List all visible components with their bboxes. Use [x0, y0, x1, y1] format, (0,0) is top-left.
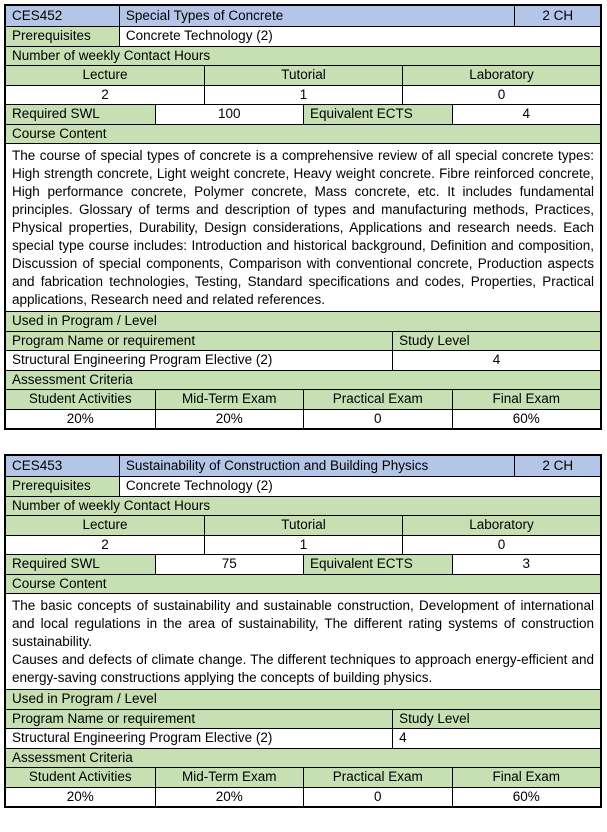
tutorial-value: 1	[204, 86, 402, 105]
tutorial-label: Tutorial	[204, 516, 402, 535]
laboratory-label: Laboratory	[402, 66, 600, 85]
course-table-ces453	[4, 454, 602, 808]
course-code: CES452	[6, 6, 119, 26]
course-table-ces452	[4, 4, 602, 430]
contact-hours-values-row	[6, 535, 600, 555]
final-exam-value: 60%	[452, 410, 601, 429]
contact-hours-values-row	[6, 85, 600, 105]
laboratory-label: Laboratory	[402, 516, 600, 535]
required-swl-label: Required SWL	[6, 555, 155, 574]
course-code: CES453	[6, 456, 119, 476]
student-activities-value: 20%	[66, 788, 94, 804]
course-content-header-row	[6, 574, 600, 594]
course-header-row	[6, 6, 600, 26]
course-content-row	[6, 143, 600, 311]
course-content-paragraph: Causes and defects of climate change. The different techniques to approach energy-efficient and energy-saving constructions applying the concepts of building physics.	[12, 652, 594, 685]
credit-hours: 2 CH	[514, 456, 600, 476]
course-content-text	[6, 594, 600, 689]
study-level-value: 4	[392, 729, 600, 748]
equivalent-ects-value: 3	[452, 555, 601, 574]
contact-hours-labels-row	[6, 65, 600, 85]
course-content-header-row	[6, 124, 600, 144]
program-values-row	[6, 728, 600, 748]
contact-hours-header-row	[6, 46, 600, 66]
student-activities-value: 20%	[66, 410, 94, 426]
used-in-program-header: Used in Program / Level	[6, 690, 600, 709]
course-content-paragraph: The basic concepts of sustainability and sustainable construction, Development of international and local regulations in the area of sustainability, The different rating systems of construction sustainability.	[12, 598, 594, 649]
program-labels-row	[6, 709, 600, 729]
assessment-labels-row	[6, 767, 600, 787]
contact-hours-header: Number of weekly Contact Hours	[6, 47, 600, 66]
credit-hours: 2 CH	[514, 6, 600, 26]
program-name-value: Structural Engineering Program Elective (2)	[12, 730, 273, 745]
tutorial-label: Tutorial	[204, 66, 402, 85]
swl-ects-row	[6, 554, 600, 574]
assessment-criteria-header: Assessment Criteria	[6, 749, 600, 768]
used-in-program-row	[6, 311, 600, 331]
used-in-program-row	[6, 689, 600, 709]
final-exam-label: Final Exam	[452, 768, 601, 787]
assessment-header-row	[6, 370, 600, 390]
course-content-header: Course Content	[6, 575, 600, 594]
course-content-row	[6, 593, 600, 689]
prerequisites-label: Prerequisites	[6, 27, 119, 46]
program-labels-row	[6, 331, 600, 351]
course-content-header: Course Content	[6, 125, 600, 144]
assessment-values-row	[6, 787, 600, 807]
practical-exam-value: 0	[303, 788, 452, 807]
final-exam-label: Final Exam	[452, 390, 601, 409]
lecture-value: 2	[101, 536, 109, 552]
equivalent-ects-label: Equivalent ECTS	[303, 555, 452, 574]
swl-ects-row	[6, 104, 600, 124]
course-header-row	[6, 456, 600, 476]
study-level-label: Study Level	[392, 710, 600, 729]
assessment-header-row	[6, 748, 600, 768]
prerequisites-row	[6, 26, 600, 46]
study-level-value: 4	[392, 351, 600, 370]
study-level-label: Study Level	[392, 332, 600, 351]
course-content-paragraph: The course of special types of concrete is a comprehensive review of all special concrete types: High strength concrete, Light weight concrete, Heavy weight concrete. Fibre reinforced concrete, High performance concrete, Polymer concrete, Mass concrete, etc. It includes fundamental principles. Glossary of terms and description of types and manufacturing methods, Practices, Physical properties, Durability, Design considerations, Applications and research needs. Each special type course includes: Introduction and historical background, Definition and composition, Discussion of special components, Comparison with conventional concrete, Production aspects and fabrication technologies, Testing, Standard specifications and codes, Properties, Practical applications, Research need and related references.	[12, 148, 594, 307]
mid-term-exam-label: Mid-Term Exam	[155, 390, 304, 409]
required-swl-value: 100	[155, 105, 304, 124]
course-title: Special Types of Concrete	[119, 6, 515, 26]
practical-exam-label: Practical Exam	[303, 390, 452, 409]
contact-hours-labels-row	[6, 515, 600, 535]
practical-exam-value: 0	[303, 410, 452, 429]
student-activities-label: Student Activities	[6, 390, 155, 409]
prerequisites-row	[6, 476, 600, 496]
program-name-label: Program Name or requirement	[6, 332, 392, 351]
student-activities-label: Student Activities	[6, 768, 155, 787]
mid-term-exam-label: Mid-Term Exam	[155, 768, 304, 787]
program-name-value: Structural Engineering Program Elective (2)	[12, 352, 273, 367]
contact-hours-header-row	[6, 496, 600, 516]
prerequisites-value: Concrete Technology (2)	[119, 27, 600, 46]
laboratory-value: 0	[402, 86, 600, 105]
equivalent-ects-value: 4	[452, 105, 601, 124]
lecture-label: Lecture	[6, 516, 204, 535]
required-swl-label: Required SWL	[6, 105, 155, 124]
mid-term-exam-value: 20%	[155, 410, 304, 429]
assessment-criteria-header: Assessment Criteria	[6, 371, 600, 390]
assessment-labels-row	[6, 389, 600, 409]
final-exam-value: 60%	[452, 788, 601, 807]
prerequisites-value: Concrete Technology (2)	[119, 477, 600, 496]
program-name-label: Program Name or requirement	[6, 710, 392, 729]
laboratory-value: 0	[402, 536, 600, 555]
lecture-value: 2	[101, 86, 109, 102]
required-swl-value: 75	[155, 555, 304, 574]
program-values-row	[6, 350, 600, 370]
used-in-program-header: Used in Program / Level	[6, 312, 600, 331]
tutorial-value: 1	[204, 536, 402, 555]
equivalent-ects-label: Equivalent ECTS	[303, 105, 452, 124]
assessment-values-row	[6, 409, 600, 429]
course-title: Sustainability of Construction and Building Physics	[119, 456, 515, 476]
prerequisites-label: Prerequisites	[6, 477, 119, 496]
practical-exam-label: Practical Exam	[303, 768, 452, 787]
mid-term-exam-value: 20%	[155, 788, 304, 807]
contact-hours-header: Number of weekly Contact Hours	[6, 497, 600, 516]
lecture-label: Lecture	[6, 66, 204, 85]
course-content-text	[6, 144, 600, 311]
